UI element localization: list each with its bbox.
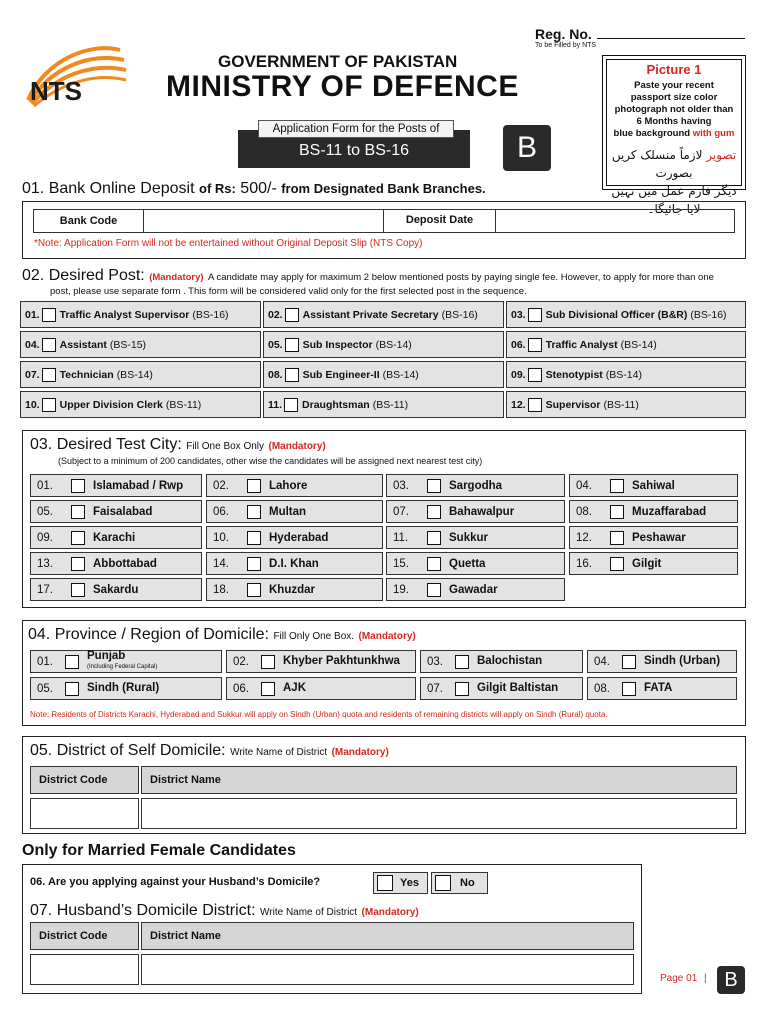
region-number: 08. (594, 682, 610, 695)
post-option[interactable] (263, 361, 504, 388)
post-checkbox[interactable] (284, 398, 298, 412)
sec5-mandatory: (Mandatory) (331, 747, 389, 758)
city-name: Multan (269, 505, 307, 518)
reg-no-field[interactable] (597, 38, 745, 39)
city-name: D.I. Khan (269, 557, 319, 570)
city-option[interactable] (569, 552, 738, 575)
region-checkbox[interactable] (261, 655, 275, 669)
city-name: Peshawar (632, 531, 686, 544)
post-name: Assistant (59, 338, 107, 351)
region-name: Balochistan (477, 655, 543, 667)
city-number: 17. (37, 583, 53, 596)
city-number: 08. (576, 505, 592, 518)
post-scale: (BS-16) (192, 308, 229, 321)
picture-line2: passport size color (630, 92, 718, 103)
city-name: Faisalabad (93, 505, 153, 518)
region-number: 05. (37, 682, 53, 695)
city-number: 14. (213, 557, 229, 570)
region-name: Khyber Pakhtunkhwa (283, 655, 400, 667)
city-option[interactable] (30, 578, 202, 601)
city-option[interactable] (30, 500, 202, 523)
post-name: Sub Divisional Officer (B&R) (545, 308, 688, 321)
sec3-subject: (Subject to a minimum of 200 candidates, other wise the candidates will be assigned next nearest test city) (58, 456, 483, 466)
post-scale: (BS-11) (603, 398, 639, 411)
sec3-title-line (30, 436, 326, 454)
city-number: 02. (213, 479, 229, 492)
sec1-title: 01. Bank Online Deposit (22, 180, 195, 197)
city-checkbox[interactable] (610, 505, 624, 519)
post-name: Upper Division Clerk (59, 398, 163, 411)
city-name: Gilgit (632, 557, 662, 570)
nts-logo (20, 40, 130, 110)
sec2-desc1: A candidate may apply for maximum 2 below mentioned posts by paying single fee. However, to apply for more than one (208, 272, 714, 283)
city-name: Sahiwal (632, 479, 675, 492)
city-checkbox[interactable] (427, 505, 441, 519)
city-option[interactable] (30, 552, 202, 575)
post-scale: (BS-11) (165, 398, 202, 411)
post-checkbox[interactable] (285, 368, 299, 382)
gov-title: GOVERNMENT OF PAKISTAN (218, 52, 458, 71)
city-checkbox[interactable] (427, 557, 441, 571)
region-option[interactable] (420, 650, 583, 673)
picture-line1: Paste your recent (634, 80, 714, 91)
footer-letter-box (717, 966, 745, 994)
region-number: 01. (37, 655, 53, 668)
post-option[interactable] (506, 391, 746, 418)
q6-text: 06. Are you applying against your Husband’s Domicile? (30, 876, 321, 888)
city-option[interactable] (386, 552, 565, 575)
post-scale: (BS-11) (372, 398, 409, 411)
yes-option[interactable] (373, 872, 428, 894)
post-scale: (BS-14) (116, 368, 153, 381)
post-number: 12. (511, 398, 526, 411)
city-checkbox[interactable] (71, 557, 85, 571)
city-name: Hyderabad (269, 531, 329, 544)
city-name: Gawadar (449, 583, 498, 596)
city-number: 05. (37, 505, 53, 518)
logo-text: NTS (30, 76, 82, 106)
city-name: Sargodha (449, 479, 503, 492)
region-option[interactable] (226, 650, 416, 673)
urdu-line1a: تصویر (706, 148, 737, 162)
picture-line5b: with gum (692, 128, 735, 139)
form-letter-box (503, 125, 551, 171)
city-checkbox[interactable] (247, 531, 261, 545)
city-number: 10. (213, 531, 229, 544)
city-name: Khuzdar (269, 583, 315, 596)
urdu-line1b: لازماً منسلک کریں بصورت (611, 148, 703, 180)
sec4-fill: Fill Only One Box. (273, 631, 355, 642)
region-number: 04. (594, 655, 610, 668)
sec5-code-field[interactable] (30, 798, 139, 829)
sec1-amount: 500/- (240, 180, 277, 197)
post-name: Traffic Analyst (545, 338, 618, 351)
city-checkbox[interactable] (71, 479, 85, 493)
post-checkbox[interactable] (42, 398, 56, 412)
deposit-date-field[interactable] (495, 209, 735, 233)
post-name: Assistant Private Secretary (302, 308, 439, 321)
city-number: 01. (37, 479, 53, 492)
sec4-mandatory: (Mandatory) (358, 631, 416, 642)
post-number: 05. (268, 338, 283, 351)
city-option[interactable] (206, 578, 383, 601)
region-number: 02. (233, 655, 249, 668)
post-checkbox[interactable] (285, 338, 299, 352)
post-name: Sub Inspector (302, 338, 373, 351)
region-number: 06. (233, 682, 249, 695)
post-scale: (BS-14) (605, 368, 642, 381)
city-checkbox[interactable] (71, 531, 85, 545)
city-name: Muzaffarabad (632, 505, 707, 518)
sec3-fill: Fill One Box Only (186, 441, 265, 452)
sec5-write: Write Name of District (230, 747, 328, 758)
ministry-title: MINISTRY OF DEFENCE (166, 70, 519, 103)
city-option[interactable] (206, 500, 383, 523)
sec7-mandatory: (Mandatory) (361, 907, 419, 918)
posts-caption: Application Form for the Posts of (258, 120, 454, 138)
region-checkbox[interactable] (455, 655, 469, 669)
bank-code-label: Bank Code (33, 209, 144, 233)
city-checkbox[interactable] (247, 557, 261, 571)
yes-label: Yes (400, 877, 419, 889)
post-checkbox[interactable] (528, 398, 542, 412)
city-name: Karachi (93, 531, 136, 544)
city-option[interactable] (206, 552, 383, 575)
footer-letter: B (724, 969, 738, 991)
city-option[interactable] (386, 500, 565, 523)
post-scale: (BS-14) (375, 338, 412, 351)
form-letter: B (516, 131, 537, 164)
region-number: 07. (427, 682, 443, 695)
post-number: 04. (25, 338, 40, 351)
post-scale: (BS-16) (690, 308, 727, 321)
post-name: Technician (59, 368, 114, 381)
picture-line4: 6 Months having (636, 116, 712, 127)
post-scale: (BS-14) (382, 368, 419, 381)
no-checkbox[interactable] (435, 875, 451, 891)
region-name: Sindh (Rural) (87, 682, 160, 694)
picture-box[interactable] (602, 55, 746, 216)
sec5-name-field[interactable] (141, 798, 737, 829)
post-checkbox[interactable] (528, 308, 542, 322)
city-number: 03. (393, 479, 409, 492)
post-number: 08. (268, 368, 283, 381)
post-option[interactable] (263, 301, 504, 328)
bank-code-field[interactable] (143, 209, 384, 233)
city-number: 18. (213, 583, 229, 596)
reg-label: Reg. No. (535, 26, 592, 42)
post-checkbox[interactable] (528, 368, 542, 382)
sec1-of-rs: of Rs: (199, 181, 236, 196)
post-option[interactable] (20, 331, 261, 358)
city-checkbox[interactable] (610, 531, 624, 545)
post-number: 03. (511, 308, 526, 321)
post-name: Sub Engineer-II (302, 368, 380, 381)
city-checkbox[interactable] (427, 583, 441, 597)
post-option[interactable] (506, 361, 746, 388)
picture-line5a: blue background (613, 128, 691, 139)
post-option[interactable] (20, 361, 261, 388)
post-number: 10. (25, 398, 40, 411)
post-number: 02. (268, 308, 283, 321)
city-checkbox[interactable] (247, 505, 261, 519)
region-option[interactable] (587, 677, 737, 700)
sec7-title: 07. Husband’s Domicile District: (30, 902, 256, 919)
city-name: Sakardu (93, 583, 139, 596)
post-option[interactable] (20, 301, 261, 328)
post-number: 06. (511, 338, 526, 351)
region-checkbox[interactable] (261, 682, 275, 696)
sec7-title-line (30, 902, 419, 920)
city-name: Quetta (449, 557, 486, 570)
city-option[interactable] (30, 526, 202, 549)
yes-checkbox[interactable] (377, 875, 393, 891)
city-option[interactable] (386, 578, 565, 601)
region-checkbox[interactable] (455, 682, 469, 696)
deposit-date-label: Deposit Date (383, 209, 496, 233)
city-name: Bahawalpur (449, 505, 515, 518)
sec4-note: Note: Residents of Districts Karachi, Hyderabad and Sukkur will apply on Sindh (Urban) quota and residents of remaining districts will apply on Sindh (Rural) quota. (30, 710, 608, 719)
post-option[interactable] (263, 391, 504, 418)
region-checkbox[interactable] (622, 655, 636, 669)
city-option[interactable] (569, 526, 738, 549)
sec1-from: from Designated Bank Branches. (281, 181, 486, 196)
region-name: Sindh (Urban) (644, 655, 721, 667)
city-checkbox[interactable] (71, 583, 85, 597)
reg-note: To be Filled by NTS (535, 42, 597, 49)
sec1-title-line (22, 180, 486, 198)
region-subtext: (Including Federal Capital) (87, 663, 158, 670)
sec4-title: 04. Province / Region of Domicile: (28, 626, 269, 643)
sec2-title: 02. Desired Post: (22, 267, 145, 284)
city-option[interactable] (30, 474, 202, 497)
city-checkbox[interactable] (610, 557, 624, 571)
post-checkbox[interactable] (42, 368, 56, 382)
city-number: 12. (576, 531, 592, 544)
post-name: Draughtsman (302, 398, 370, 411)
city-number: 11. (393, 531, 409, 544)
post-option[interactable] (506, 331, 746, 358)
post-option[interactable] (263, 331, 504, 358)
city-name: Islamabad / Rwp (93, 479, 184, 492)
picture-line3: photograph not older than (614, 104, 734, 115)
city-number: 15. (393, 557, 409, 570)
region-option[interactable] (30, 677, 222, 700)
post-option[interactable] (20, 391, 261, 418)
sec4-title-line (28, 626, 416, 644)
sec5-title: 05. District of Self Domicile: (30, 742, 226, 759)
post-scale: (BS-14) (620, 338, 657, 351)
picture-title: Picture 1 (646, 62, 702, 77)
city-option[interactable] (206, 474, 383, 497)
post-checkbox[interactable] (285, 308, 299, 322)
city-option[interactable] (386, 474, 565, 497)
region-name: FATA (644, 682, 673, 694)
region-checkbox[interactable] (622, 682, 636, 696)
region-name: Punjab (87, 649, 126, 662)
region-option[interactable] (587, 650, 737, 673)
region-option[interactable] (30, 650, 222, 673)
post-name: Stenotypist (545, 368, 603, 381)
city-option[interactable] (569, 474, 738, 497)
region-name: Gilgit Baltistan (477, 682, 559, 694)
urdu-line2: دیگر فارم عمل میں نہیں لایا جائیگا۔ (611, 184, 737, 216)
region-name: AJK (283, 682, 307, 694)
region-checkbox[interactable] (65, 682, 79, 696)
city-checkbox[interactable] (610, 479, 624, 493)
city-checkbox[interactable] (427, 479, 441, 493)
city-number: 07. (393, 505, 409, 518)
sec3-mandatory: (Mandatory) (268, 441, 326, 452)
city-checkbox[interactable] (247, 479, 261, 493)
post-number: 01. (25, 308, 40, 321)
page-number (660, 973, 707, 984)
sec7-name-field[interactable] (141, 954, 634, 985)
city-name: Abbottabad (93, 557, 157, 570)
city-option[interactable] (386, 526, 565, 549)
region-number: 03. (427, 655, 443, 668)
post-checkbox[interactable] (42, 338, 56, 352)
sec2-title-line (22, 267, 714, 285)
city-option[interactable] (569, 500, 738, 523)
sec5-name-header: District Name (141, 766, 737, 794)
sec7-code-field[interactable] (30, 954, 139, 985)
page-label: Page 01 (660, 973, 698, 984)
city-option[interactable] (206, 526, 383, 549)
city-number: 19. (393, 583, 409, 596)
post-scale: (BS-15) (109, 338, 147, 351)
no-option[interactable] (431, 872, 488, 894)
post-name: Supervisor (545, 398, 601, 411)
region-option[interactable] (226, 677, 416, 700)
posts-range: BS-11 to BS-16 (299, 142, 409, 159)
post-number: 07. (25, 368, 40, 381)
region-checkbox[interactable] (65, 655, 79, 669)
city-name: Lahore (269, 479, 308, 492)
city-number: 16. (576, 557, 592, 570)
post-checkbox[interactable] (42, 308, 56, 322)
post-name: Traffic Analyst Supervisor (59, 308, 190, 321)
city-checkbox[interactable] (427, 531, 441, 545)
post-option[interactable] (506, 301, 746, 328)
sec5-code-header: District Code (30, 766, 139, 794)
city-number: 13. (37, 557, 53, 570)
post-checkbox[interactable] (528, 338, 542, 352)
female-heading: Only for Married Female Candidates (22, 842, 296, 859)
post-number: 11. (268, 398, 283, 411)
region-option[interactable] (420, 677, 583, 700)
city-number: 04. (576, 479, 592, 492)
sec1-note: *Note: Application Form will not be entertained without Original Deposit Slip (NTS Copy) (34, 238, 423, 249)
sec7-write: Write Name of District (260, 907, 358, 918)
page-sep: | (704, 973, 707, 984)
sec5-title-line (30, 742, 389, 760)
city-checkbox[interactable] (71, 505, 85, 519)
sec2-mandatory: (Mandatory) (149, 272, 204, 283)
city-name: Sukkur (449, 531, 488, 544)
no-label: No (460, 877, 475, 889)
city-number: 06. (213, 505, 229, 518)
sec2-desc2: post, please use separate form . This form will be considered valid only for the first selected post in the sequence. (50, 286, 527, 297)
sec3-title: 03. Desired Test City: (30, 436, 182, 453)
city-number: 09. (37, 531, 53, 544)
sec7-code-header: District Code (30, 922, 139, 950)
city-checkbox[interactable] (247, 583, 261, 597)
sec7-name-header: District Name (141, 922, 634, 950)
post-scale: (BS-16) (441, 308, 478, 321)
post-number: 09. (511, 368, 526, 381)
